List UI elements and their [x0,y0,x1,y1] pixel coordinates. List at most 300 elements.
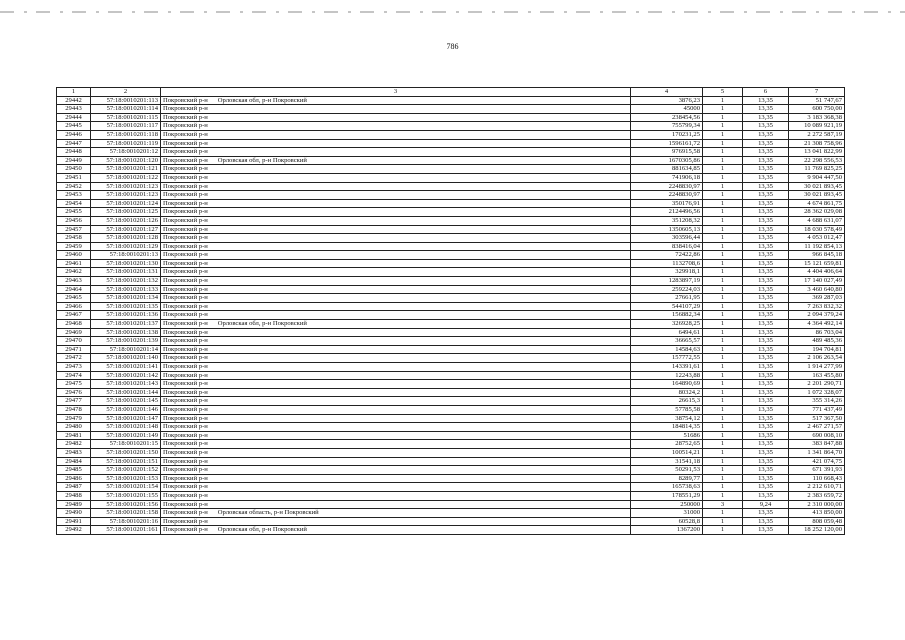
coefficient-cell: 1 [703,526,743,535]
coefficient-cell: 1 [703,251,743,260]
row-number-cell: 29485 [57,466,91,475]
rate-cell: 13,35 [743,474,789,483]
area-cell: 26615,3 [631,397,703,406]
table-row [57,259,845,268]
value-cell: 383 847,88 [789,440,845,449]
cadastral-number-cell: 57:18:0010201:152 [91,466,161,475]
row-number-cell: 29478 [57,405,91,414]
cadastral-number-cell: 57:18:0010201:144 [91,388,161,397]
area-cell: 170231,25 [631,130,703,139]
location-cell [161,208,631,217]
row-number-cell: 29469 [57,328,91,337]
cadastral-number-cell: 57:18:0010201:123 [91,191,161,200]
coefficient-cell: 1 [703,302,743,311]
location-cell [161,113,631,122]
location-cell [161,440,631,449]
table-body [57,96,845,534]
area-cell: 3876,23 [631,96,703,105]
table-row [57,251,845,260]
location-cell [161,414,631,423]
row-number-cell: 29448 [57,148,91,157]
row-number-cell: 29460 [57,251,91,260]
value-cell: 17 140 027,49 [789,277,845,286]
area-cell: 350176,91 [631,199,703,208]
district-text: Покровский р-н [163,380,208,388]
table-row [57,509,845,518]
row-number-cell: 29455 [57,208,91,217]
cadastral-number-cell: 57:18:0010201:114 [91,105,161,114]
value-cell: 808 059,48 [789,517,845,526]
area-cell: 1132708,6 [631,259,703,268]
rate-cell: 13,35 [743,423,789,432]
coefficient-cell: 1 [703,457,743,466]
district-text: Покровский р-н [163,491,208,499]
coefficient-cell: 1 [703,328,743,337]
coefficient-cell: 1 [703,440,743,449]
coefficient-cell: 1 [703,491,743,500]
table-row [57,96,845,105]
row-number-cell: 29480 [57,423,91,432]
row-number-cell: 29465 [57,294,91,303]
table-row [57,517,845,526]
value-cell: 690 008,10 [789,431,845,440]
area-cell: 51686 [631,431,703,440]
cadastral-number-cell: 57:18:0010201:141 [91,363,161,372]
location-cell [161,302,631,311]
table-row [57,526,845,535]
rate-cell: 13,35 [743,225,789,234]
location-cell [161,182,631,191]
value-cell: 22 298 556,53 [789,156,845,165]
area-cell: 250000 [631,500,703,509]
district-text: Покровский р-н [163,148,208,156]
row-number-cell: 29446 [57,130,91,139]
area-cell: 28752,65 [631,440,703,449]
scan-top-dashed-line [0,6,905,18]
district-text: Покровский р-н [163,388,208,396]
area-cell: 31541,18 [631,457,703,466]
rate-cell: 13,35 [743,302,789,311]
row-number-cell: 29458 [57,234,91,243]
row-number-cell: 29474 [57,371,91,380]
rate-cell: 13,35 [743,388,789,397]
column-header: 3 [161,88,631,97]
cadastral-number-cell: 57:18:0010201:15 [91,440,161,449]
rate-cell: 13,35 [743,320,789,329]
row-number-cell: 29482 [57,440,91,449]
table-row [57,483,845,492]
value-cell: 421 074,75 [789,457,845,466]
cadastral-number-cell: 57:18:0010201:119 [91,139,161,148]
row-number-cell: 29453 [57,191,91,200]
cadastral-number-cell: 57:18:0010201:12 [91,148,161,157]
value-cell: 163 455,80 [789,371,845,380]
rate-cell: 13,35 [743,328,789,337]
cadastral-number-cell: 57:18:0010201:121 [91,165,161,174]
cadastral-number-cell: 57:18:0010201:139 [91,337,161,346]
table-row [57,182,845,191]
table-row [57,328,845,337]
value-cell: 2 383 659,72 [789,491,845,500]
coefficient-cell: 1 [703,191,743,200]
location-cell [161,225,631,234]
row-number-cell: 29443 [57,105,91,114]
district-text: Покровский р-н [163,208,208,216]
table-header-row [57,88,845,97]
coefficient-cell: 1 [703,208,743,217]
value-cell: 51 747,67 [789,96,845,105]
table-row [57,380,845,389]
location-cell [161,500,631,509]
coefficient-cell: 1 [703,448,743,457]
value-cell: 3 460 640,80 [789,285,845,294]
cadastral-number-cell: 57:18:0010201:138 [91,328,161,337]
district-text: Покровский р-н [163,294,208,302]
rate-cell: 13,35 [743,397,789,406]
area-cell: 164890,69 [631,380,703,389]
value-cell: 4 688 631,07 [789,216,845,225]
coefficient-cell: 1 [703,423,743,432]
value-cell: 194 704,81 [789,345,845,354]
table-row [57,191,845,200]
area-cell: 165738,63 [631,483,703,492]
area-cell: 8289,77 [631,474,703,483]
coefficient-cell: 1 [703,474,743,483]
rate-cell: 13,35 [743,345,789,354]
location-cell [161,371,631,380]
coefficient-cell: 1 [703,156,743,165]
rate-cell: 13,35 [743,251,789,260]
table-row [57,311,845,320]
location-cell [161,448,631,457]
value-cell: 771 437,49 [789,405,845,414]
value-cell: 2 106 263,54 [789,354,845,363]
cadastral-number-cell: 57:18:0010201:120 [91,156,161,165]
district-text: Покровский р-н [163,199,208,207]
location-cell [161,277,631,286]
rate-cell: 13,35 [743,337,789,346]
row-number-cell: 29470 [57,337,91,346]
coefficient-cell: 1 [703,388,743,397]
value-cell: 369 287,03 [789,294,845,303]
area-cell: 1367200 [631,526,703,535]
district-text: Покровский р-н [163,285,208,293]
rate-cell: 13,35 [743,414,789,423]
value-cell: 413 850,00 [789,509,845,518]
district-text: Покровский р-н [163,328,208,336]
location-cell [161,139,631,148]
column-header: 1 [57,88,91,97]
rate-cell: 13,35 [743,156,789,165]
value-cell: 4 674 861,75 [789,199,845,208]
row-number-cell: 29483 [57,448,91,457]
cadastral-number-cell: 57:18:0010201:133 [91,285,161,294]
row-number-cell: 29457 [57,225,91,234]
coefficient-cell: 1 [703,225,743,234]
table-row [57,431,845,440]
area-cell: 1283897,19 [631,277,703,286]
area-cell: 50291,53 [631,466,703,475]
rate-cell: 13,35 [743,405,789,414]
location-cell [161,457,631,466]
table-row [57,122,845,131]
district-text: Покровский р-н [163,423,208,431]
value-cell: 30 021 893,45 [789,182,845,191]
table-row [57,199,845,208]
cadastral-number-cell: 57:18:0010201:129 [91,242,161,251]
cadastral-number-cell: 57:18:0010201:151 [91,457,161,466]
district-text: Покровский р-н [163,139,208,147]
area-cell: 329918,1 [631,268,703,277]
table-row [57,491,845,500]
cadastral-number-cell: 57:18:0010201:122 [91,173,161,182]
location-cell [161,320,631,329]
coefficient-cell: 1 [703,354,743,363]
area-cell: 45000 [631,105,703,114]
row-number-cell: 29473 [57,363,91,372]
cadastral-number-cell: 57:18:0010201:16 [91,517,161,526]
table-row [57,448,845,457]
table-row [57,405,845,414]
district-text: Покровский р-н [163,397,208,405]
location-cell [161,311,631,320]
value-cell: 2 467 271,57 [789,423,845,432]
rate-cell: 13,35 [743,259,789,268]
value-cell: 671 391,93 [789,466,845,475]
rate-cell: 13,35 [743,208,789,217]
district-text: Покровский р-н [163,509,208,517]
table-row [57,457,845,466]
district-text: Покровский р-н [163,191,208,199]
location-cell [161,380,631,389]
value-cell: 18 252 120,00 [789,526,845,535]
cadastral-number-cell: 57:18:0010201:13 [91,251,161,260]
table-row [57,414,845,423]
district-text: Покровский р-н [163,448,208,456]
location-cell [161,130,631,139]
area-cell: 80324,2 [631,388,703,397]
district-text: Покровский р-н [163,182,208,190]
rate-cell: 13,35 [743,371,789,380]
area-cell: 259224,03 [631,285,703,294]
area-cell: 326928,25 [631,320,703,329]
value-cell: 3 183 368,38 [789,113,845,122]
value-cell: 86 703,04 [789,328,845,337]
table-row [57,423,845,432]
coefficient-cell: 1 [703,363,743,372]
rate-cell: 13,35 [743,466,789,475]
district-text: Покровский р-н [163,268,208,276]
coefficient-cell: 1 [703,234,743,243]
location-cell [161,191,631,200]
area-cell: 60528,8 [631,517,703,526]
coefficient-cell: 1 [703,285,743,294]
cadastral-number-cell: 57:18:0010201:123 [91,182,161,191]
location-cell [161,423,631,432]
district-text: Покровский р-н [163,113,208,121]
area-cell: 57785,58 [631,405,703,414]
district-text: Покровский р-н [163,302,208,310]
rate-cell: 13,35 [743,199,789,208]
rate-cell: 13,35 [743,173,789,182]
row-number-cell: 29476 [57,388,91,397]
district-text: Покровский р-н [163,500,208,508]
coefficient-cell: 1 [703,337,743,346]
table-row [57,474,845,483]
coefficient-cell: 1 [703,259,743,268]
area-cell: 31000 [631,509,703,518]
rate-cell: 13,35 [743,311,789,320]
row-number-cell: 29442 [57,96,91,105]
area-cell: 881634,85 [631,165,703,174]
location-cell [161,491,631,500]
rate-cell: 13,35 [743,191,789,200]
table-row [57,242,845,251]
row-number-cell: 29477 [57,397,91,406]
coefficient-cell: 1 [703,105,743,114]
cadastral-number-cell: 57:18:0010201:154 [91,483,161,492]
table-row [57,320,845,329]
row-number-cell: 29459 [57,242,91,251]
value-cell: 28 362 029,08 [789,208,845,217]
area-cell: 12243,88 [631,371,703,380]
value-cell: 10 089 921,19 [789,122,845,131]
rate-cell: 13,35 [743,113,789,122]
page-number: 786 [446,42,459,51]
district-text: Покровский р-н [163,130,208,138]
cadastral-number-cell: 57:18:0010201:124 [91,199,161,208]
coefficient-cell: 1 [703,466,743,475]
table-row [57,294,845,303]
value-cell: 4 404 406,64 [789,268,845,277]
value-cell: 355 314,26 [789,397,845,406]
coefficient-cell: 1 [703,397,743,406]
area-cell: 27661,95 [631,294,703,303]
location-cell [161,363,631,372]
region-text: Орловская обл, р-н Покровский [217,96,307,104]
coefficient-cell: 1 [703,173,743,182]
location-cell [161,251,631,260]
value-cell: 110 668,43 [789,474,845,483]
coefficient-cell: 1 [703,405,743,414]
location-cell [161,216,631,225]
rate-cell: 13,35 [743,380,789,389]
district-text: Покровский р-н [163,337,208,345]
row-number-cell: 29445 [57,122,91,131]
cadastral-number-cell: 57:18:0010201:128 [91,234,161,243]
value-cell: 2 201 290,71 [789,380,845,389]
location-cell [161,431,631,440]
coefficient-cell: 1 [703,380,743,389]
table-row [57,148,845,157]
rate-cell: 13,35 [743,491,789,500]
row-number-cell: 29463 [57,277,91,286]
value-cell: 18 030 578,49 [789,225,845,234]
location-cell [161,173,631,182]
district-text: Покровский р-н [163,122,208,130]
area-cell: 1350605,13 [631,225,703,234]
cadastral-number-cell: 57:18:0010201:155 [91,491,161,500]
district-text: Покровский р-н [163,259,208,267]
district-text: Покровский р-н [163,483,208,491]
region-text: Орловская обл, р-н Покровский [217,156,307,164]
row-number-cell: 29475 [57,380,91,389]
district-text: Покровский р-н [163,371,208,379]
rate-cell: 13,35 [743,122,789,131]
row-number-cell: 29481 [57,431,91,440]
rate-cell: 13,35 [743,105,789,114]
table-row [57,234,845,243]
cadastral-number-cell: 57:18:0010201:146 [91,405,161,414]
rate-cell: 13,35 [743,216,789,225]
coefficient-cell: 1 [703,517,743,526]
cadastral-number-cell: 57:18:0010201:140 [91,354,161,363]
column-header: 4 [631,88,703,97]
row-number-cell: 29468 [57,320,91,329]
cadastral-number-cell: 57:18:0010201:153 [91,474,161,483]
location-cell [161,526,631,535]
cadastral-number-cell: 57:18:0010201:134 [91,294,161,303]
column-header: 5 [703,88,743,97]
location-cell [161,96,631,105]
row-number-cell: 29456 [57,216,91,225]
location-cell [161,294,631,303]
value-cell: 1 072 328,07 [789,388,845,397]
district-text: Покровский р-н [163,311,208,319]
area-cell: 2248830,97 [631,182,703,191]
cadastral-number-cell: 57:18:0010201:125 [91,208,161,217]
rate-cell: 9,24 [743,500,789,509]
area-cell: 741906,18 [631,173,703,182]
table-row [57,173,845,182]
coefficient-cell: 1 [703,139,743,148]
rate-cell: 13,35 [743,130,789,139]
area-cell: 544107,29 [631,302,703,311]
table-row [57,130,845,139]
row-number-cell: 29488 [57,491,91,500]
area-cell: 72422,86 [631,251,703,260]
area-cell: 2248830,97 [631,191,703,200]
value-cell: 9 904 447,50 [789,173,845,182]
area-cell: 2124496,56 [631,208,703,217]
value-cell: 600 750,00 [789,105,845,114]
value-cell: 11 769 825,25 [789,165,845,174]
district-text: Покровский р-н [163,457,208,465]
row-number-cell: 29462 [57,268,91,277]
table-row [57,354,845,363]
district-text: Покровский р-н [163,354,208,362]
row-number-cell: 29491 [57,517,91,526]
table-row [57,113,845,122]
row-number-cell: 29444 [57,113,91,122]
table-row [57,500,845,509]
area-cell: 143391,61 [631,363,703,372]
column-header: 6 [743,88,789,97]
cadastral-number-cell: 57:18:0010201:143 [91,380,161,389]
rate-cell: 13,35 [743,182,789,191]
location-cell [161,285,631,294]
value-cell: 1 341 864,70 [789,448,845,457]
table-row [57,139,845,148]
region-text: Орловская область, р-н Покровский [217,509,319,517]
coefficient-cell: 1 [703,182,743,191]
coefficient-cell: 1 [703,414,743,423]
table-row [57,277,845,286]
location-cell [161,474,631,483]
coefficient-cell: 1 [703,431,743,440]
cadastral-number-cell: 57:18:0010201:161 [91,526,161,535]
district-text: Покровский р-н [163,517,208,525]
